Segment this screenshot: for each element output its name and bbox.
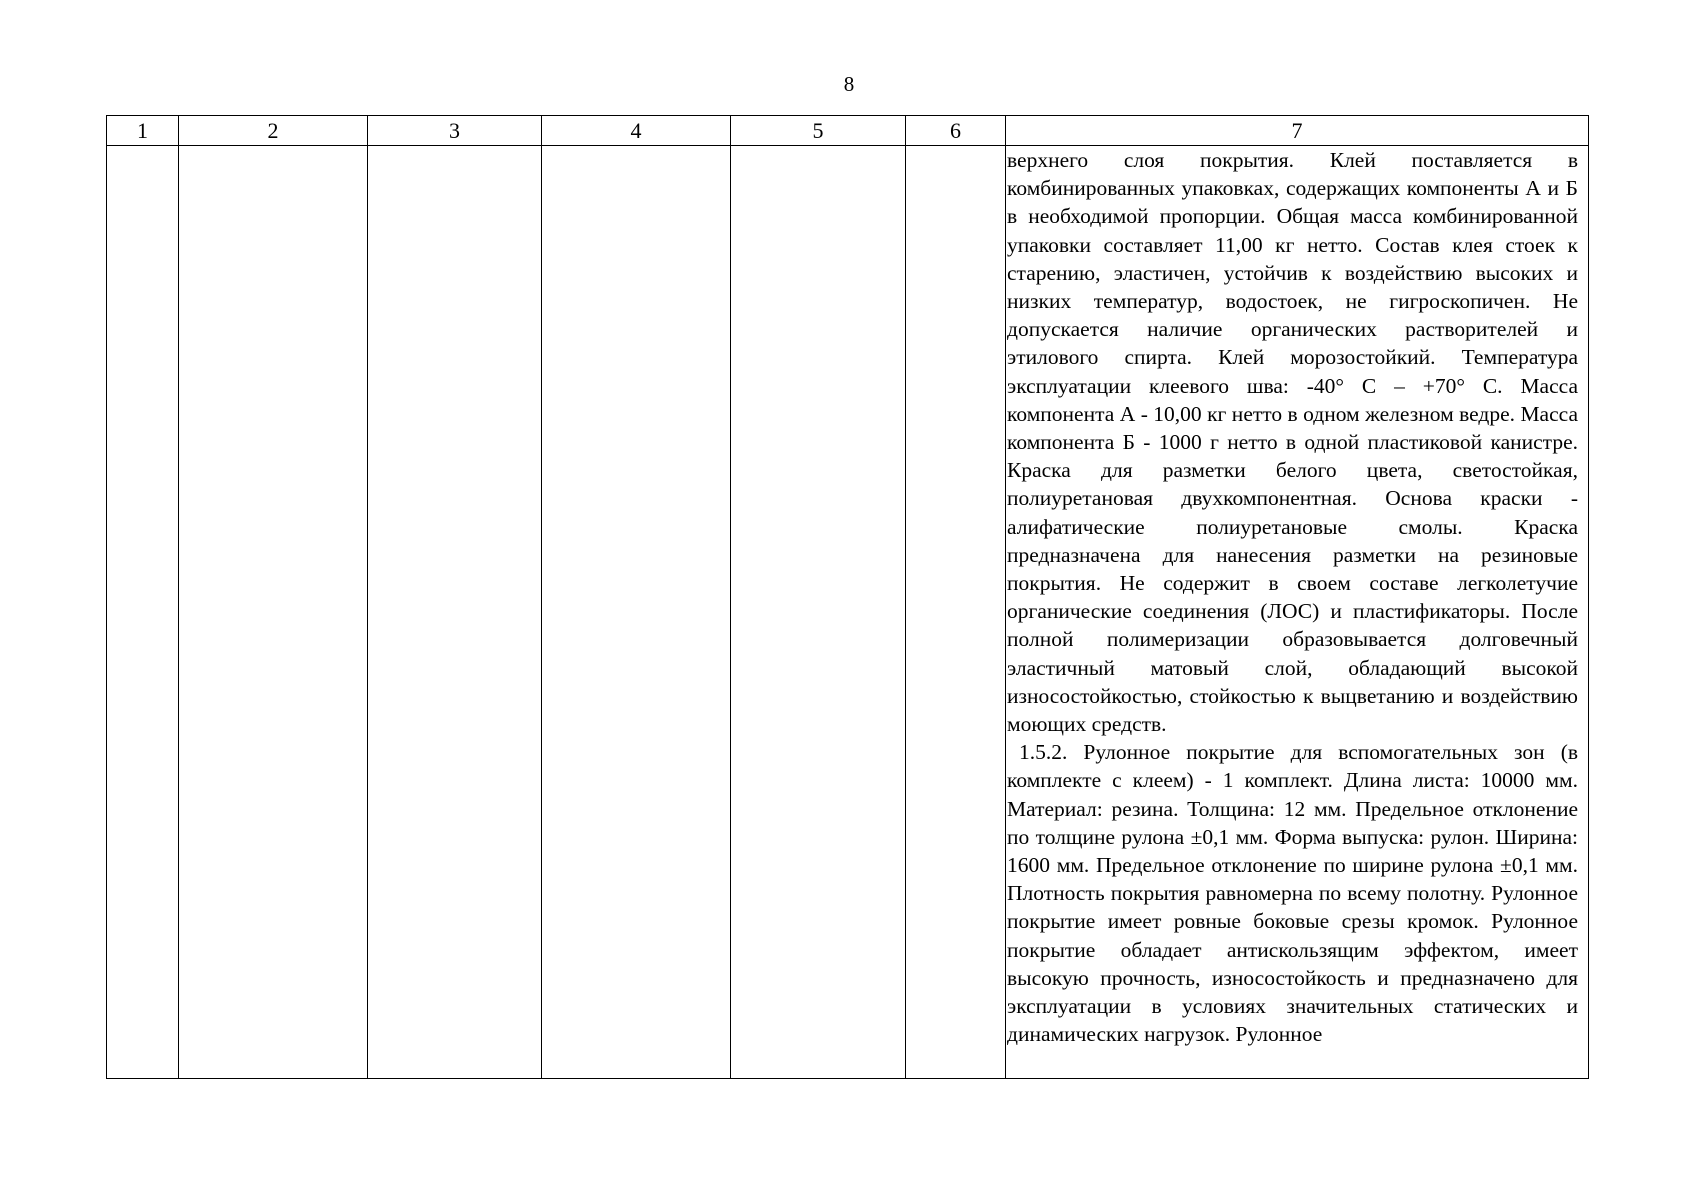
description-paragraph-1: верхнего слоя покрытия. Клей поставляется в комбинированных упаковках, содержащих компоненты А и Б в необходимой пропорции. Общая масса комбинированной упаковки составляет 11,00 кг нетто. Состав клея стоек к старению, эластичен, устойчив к воздействию высоких и низких температур, водостоек, не гигроскопичен. Не допускается наличие органических растворителей и этилового спирта. Клей морозостойкий. Температура эксплуатации клеевого шва: -40° С – +70° С. Масса компонента А - 10,00 кг нетто в одном железном ведре. Масса компонента Б - 1000 г нетто в одной пластиковой канистре. Краска для разметки белого цвета, светостойкая, полиуретановая двухкомпонентная. Основа краски - алифатические полиуретановые смолы. Краска предназначена для нанесения разметки на резиновые покрытия. Не содержит в своем составе легколетучие органические соединения (ЛОС) и пластификаторы. После полной полимеризации образовывается долговечный эластичный матовый слой, обладающий высокой износостойкостью, стойкостью к выцветанию и воздействию моющих средств.: [1007, 148, 1578, 737]
column-header-3: 3: [368, 116, 542, 146]
column-header-4: 4: [542, 116, 731, 146]
specification-table: [106, 115, 1589, 1079]
header-row: [107, 116, 1589, 146]
table-row: [107, 146, 1589, 1079]
cell-col-6: [906, 146, 1006, 1079]
column-header-5: 5: [731, 116, 906, 146]
column-header-6: 6: [906, 116, 1006, 146]
column-header-2: 2: [179, 116, 368, 146]
cell-col-3: [368, 146, 542, 1079]
cell-col-7: [1006, 146, 1589, 1079]
cell-col-1: [107, 146, 179, 1079]
cell-col-2: [179, 146, 368, 1079]
column-header-7: 7: [1006, 116, 1589, 146]
cell-col-4: [542, 146, 731, 1079]
description-text: [1006, 146, 1588, 1049]
description-paragraph-2: 1.5.2. Рулонное покрытие для вспомогательных зон (в комплекте с клеем) - 1 комплект. Длина листа: 10000 мм. Материал: резина. Толщина: 12 мм. Предельное отклонение по толщине рулона ±0,1 мм. Форма выпуска: рулон. Ширина: 1600 мм. Предельное отклонение по ширине рулона ±0,1 мм. Плотность покрытия равномерна по всему полотну. Рулонное покрытие имеет ровные боковые срезы кромок. Рулонное покрытие обладает антискользящим эффектом, имеет высокую прочность, износостойкость и предназначено для эксплуатации в условиях значительных статических и динамических нагрузок. Рулонное: [1007, 740, 1578, 1047]
page-number: 8: [843, 72, 855, 96]
column-header-1: 1: [107, 116, 179, 146]
cell-col-5: [731, 146, 906, 1079]
